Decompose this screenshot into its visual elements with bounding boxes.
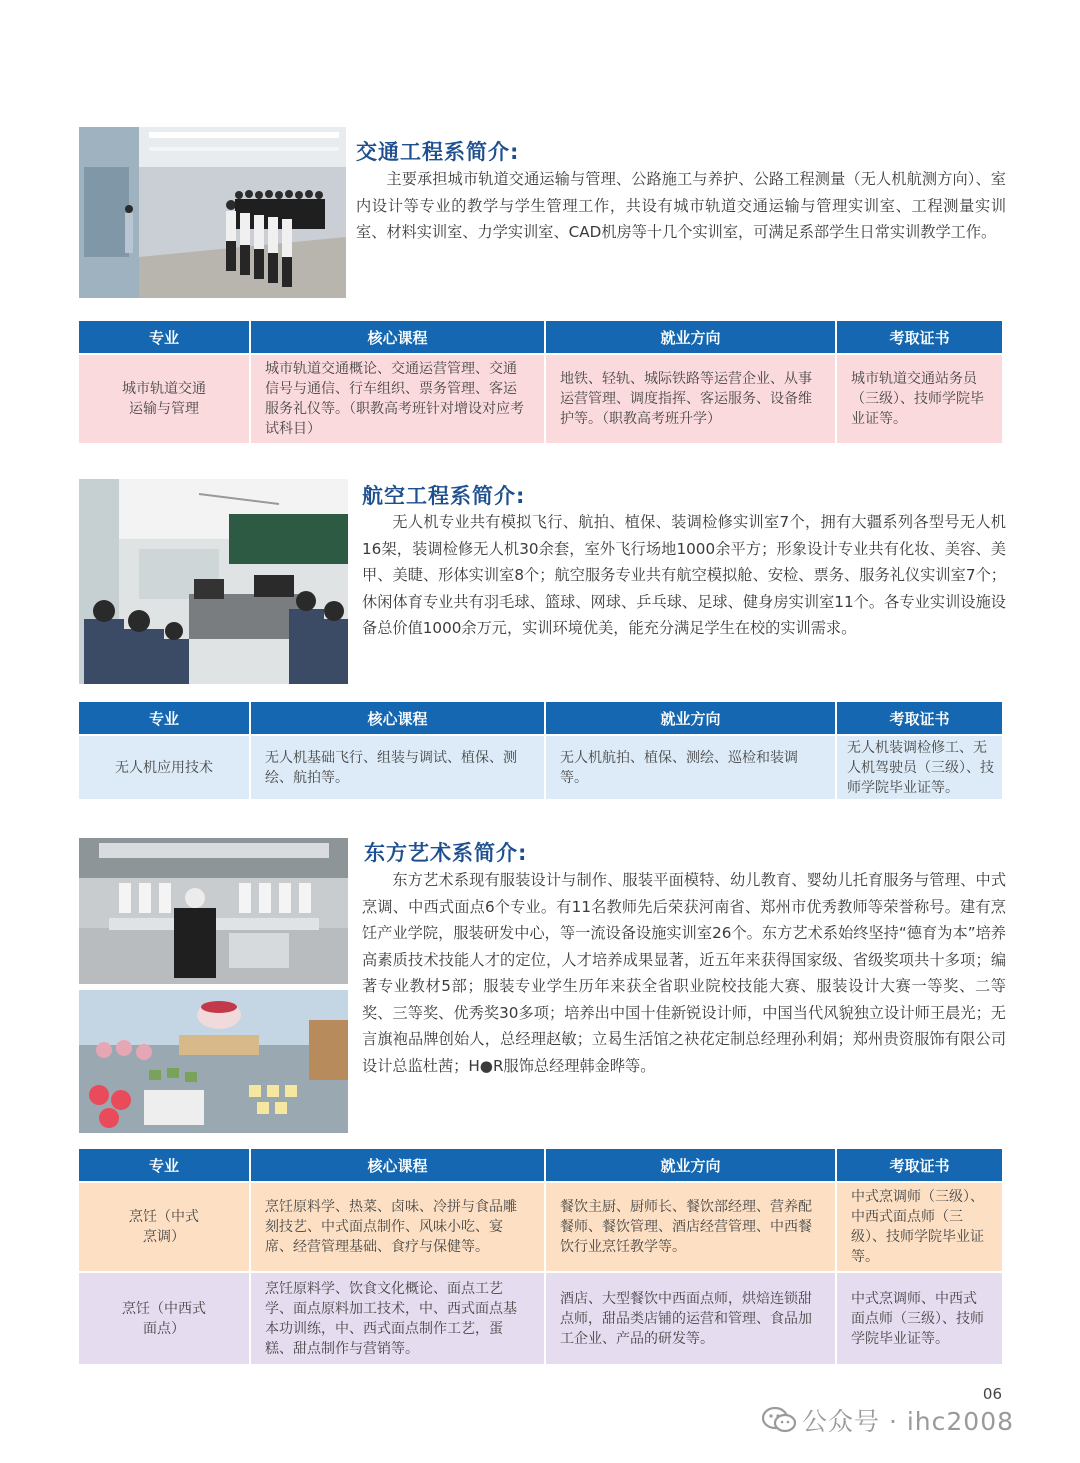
cell-career: 地铁、轻轨、城际铁路等运营企业、从事运营管理、调度指挥、客运服务、设备维护等。（职教高考班升学） [545, 354, 836, 443]
header-certificate: 考取证书 [836, 321, 1002, 354]
cell-courses: 城市轨道交通概论、交通运营管理、交通信号与通信、行车组织、票务管理、客运服务礼仪等。（职教高考班针对增设对应考试科目） [250, 354, 545, 443]
header-courses: 核心课程 [250, 702, 545, 735]
watermark-text: 公众号 · ihc2008 [802, 1407, 1014, 1436]
cell-certificate: 中式烹调师（三级）、中西式面点师（三级）、技师学院毕业证等。 [836, 1182, 1002, 1272]
header-career: 就业方向 [545, 702, 836, 735]
table-aviation [79, 702, 1002, 799]
cell-major: 无人机应用技术 [79, 735, 250, 799]
page-number: 06 [982, 1385, 1002, 1403]
cell-certificate: 中式烹调师、中西式面点师（三级）、技师学院毕业证等。 [836, 1272, 1002, 1364]
section-body-transport: 主要承担城市轨道交通运输与管理、公路施工与养护、公路工程测量（无人机航测方向）、室内设计等专业的教学与学生管理工作，共设有城市轨道交通运输与管理实训室、工程测量实训室、材料实训室、力学实训室、CAD机房等十几个实训室，可满足系部学生日常实训教学工作。 [356, 170, 1006, 241]
table-arts [79, 1149, 1002, 1364]
cooking-class-photo [79, 838, 348, 984]
cell-career: 无人机航拍、植保、测绘、巡检和装调等。 [545, 735, 836, 799]
drone-lab-photo [79, 479, 348, 684]
cell-major: 烹饪（中式烹调） [79, 1182, 250, 1272]
cell-courses: 无人机基础飞行、组装与调试、植保、测绘、航拍等。 [250, 735, 545, 799]
cell-certificate: 城市轨道交通站务员（三级）、技师学院毕业证等。 [836, 354, 1002, 443]
header-courses: 核心课程 [250, 321, 545, 354]
cell-courses: 烹饪原料学、热菜、卤味、冷拼与食品雕刻技艺、中式面点制作、风味小吃、宴席、经营管理基础、食疗与保健等。 [250, 1182, 545, 1272]
table-row [79, 1272, 1002, 1364]
cell-certificate: 无人机装调检修工、无人机驾驶员（三级）、技师学院毕业证等。 [836, 735, 1002, 799]
wechat-icon [762, 1406, 796, 1440]
table-row [79, 1182, 1002, 1272]
header-certificate: 考取证书 [836, 702, 1002, 735]
header-career: 就业方向 [545, 1149, 836, 1182]
header-courses: 核心课程 [250, 1149, 545, 1182]
section-body-aviation: 无人机专业共有模拟飞行、航拍、植保、装调检修实训室7个，拥有大疆系列各型号无人机16架，装调检修无人机30余套，室外飞行场地1000余平方；形象设计专业共有化妆、美容、美甲、美睫、形体实训室8个；航空服务专业共有航空模拟舱、安检、票务、服务礼仪实训室7个；休闲体育专业共有羽毛球、篮球、网球、乒乓球、足球、健身房实训室11个。各专业实训设施设备总价值1000余万元，实训环境优美，能充分满足学生在校的实训需求。 [362, 513, 1006, 637]
header-major: 专业 [79, 1149, 250, 1182]
section-title-transport: 交通工程系简介: [356, 140, 520, 164]
header-major: 专业 [79, 321, 250, 354]
cell-major: 烹饪（中西式面点） [79, 1272, 250, 1364]
table-row [79, 735, 1002, 799]
header-certificate: 考取证书 [836, 1149, 1002, 1182]
cell-courses: 烹饪原料学、饮食文化概论、面点工艺学、面点原料加工技术，中、西式面点基本功训练，中、西式面点制作工艺，蛋糕、甜点制作与营销等。 [250, 1272, 545, 1364]
section-body-arts: 东方艺术系现有服装设计与制作、服装平面模特、幼儿教育、婴幼儿托育服务与管理、中式烹调、中西式面点6个专业。有11名教师先后荣获河南省、郑州市优秀教师等荣誉称号。建有烹饪产业学院，服装研发中心，等一流设备设施实训室26个。东方艺术系始终坚持“德育为本”培养高素质技术技能人才的定位，人才培养成果显著，近五年来获得国家级、省级奖项共十多项；编著专业教材5部；服装专业学生历年来获全省职业院校技能大赛、服装设计大赛一等奖、二等奖、三等奖、优秀奖30多项；培养出中国十佳新锐设计师，中国当代风貌独立设计师王晨光；无言旗袍品牌创始人，总经理赵敏；立曷生活馆之袂花定制总经理孙利娟；郑州贵资服饰有限公司设计总监杜茜；H●R服饰总经理韩金晔等。 [362, 871, 1006, 1075]
table-row [79, 354, 1002, 443]
subway-training-photo [79, 127, 346, 298]
cell-major: 城市轨道交通运输与管理 [79, 354, 250, 443]
header-major: 专业 [79, 702, 250, 735]
watermark [762, 1402, 1014, 1440]
table-transport [79, 321, 1002, 443]
cell-career: 餐饮主厨、厨师长、餐饮部经理、营养配餐师、餐饮管理、酒店经营管理、中西餐饮行业烹饪教学等。 [545, 1182, 836, 1272]
cell-career: 酒店、大型餐饮中西面点师，烘焙连锁甜点师，甜品类店铺的运营和管理、食品加工企业、产品的研发等。 [545, 1272, 836, 1364]
pastry-display-photo [79, 990, 348, 1133]
section-title-aviation: 航空工程系简介: [362, 484, 526, 508]
header-career: 就业方向 [545, 321, 836, 354]
section-title-arts: 东方艺术系简介: [364, 841, 528, 865]
